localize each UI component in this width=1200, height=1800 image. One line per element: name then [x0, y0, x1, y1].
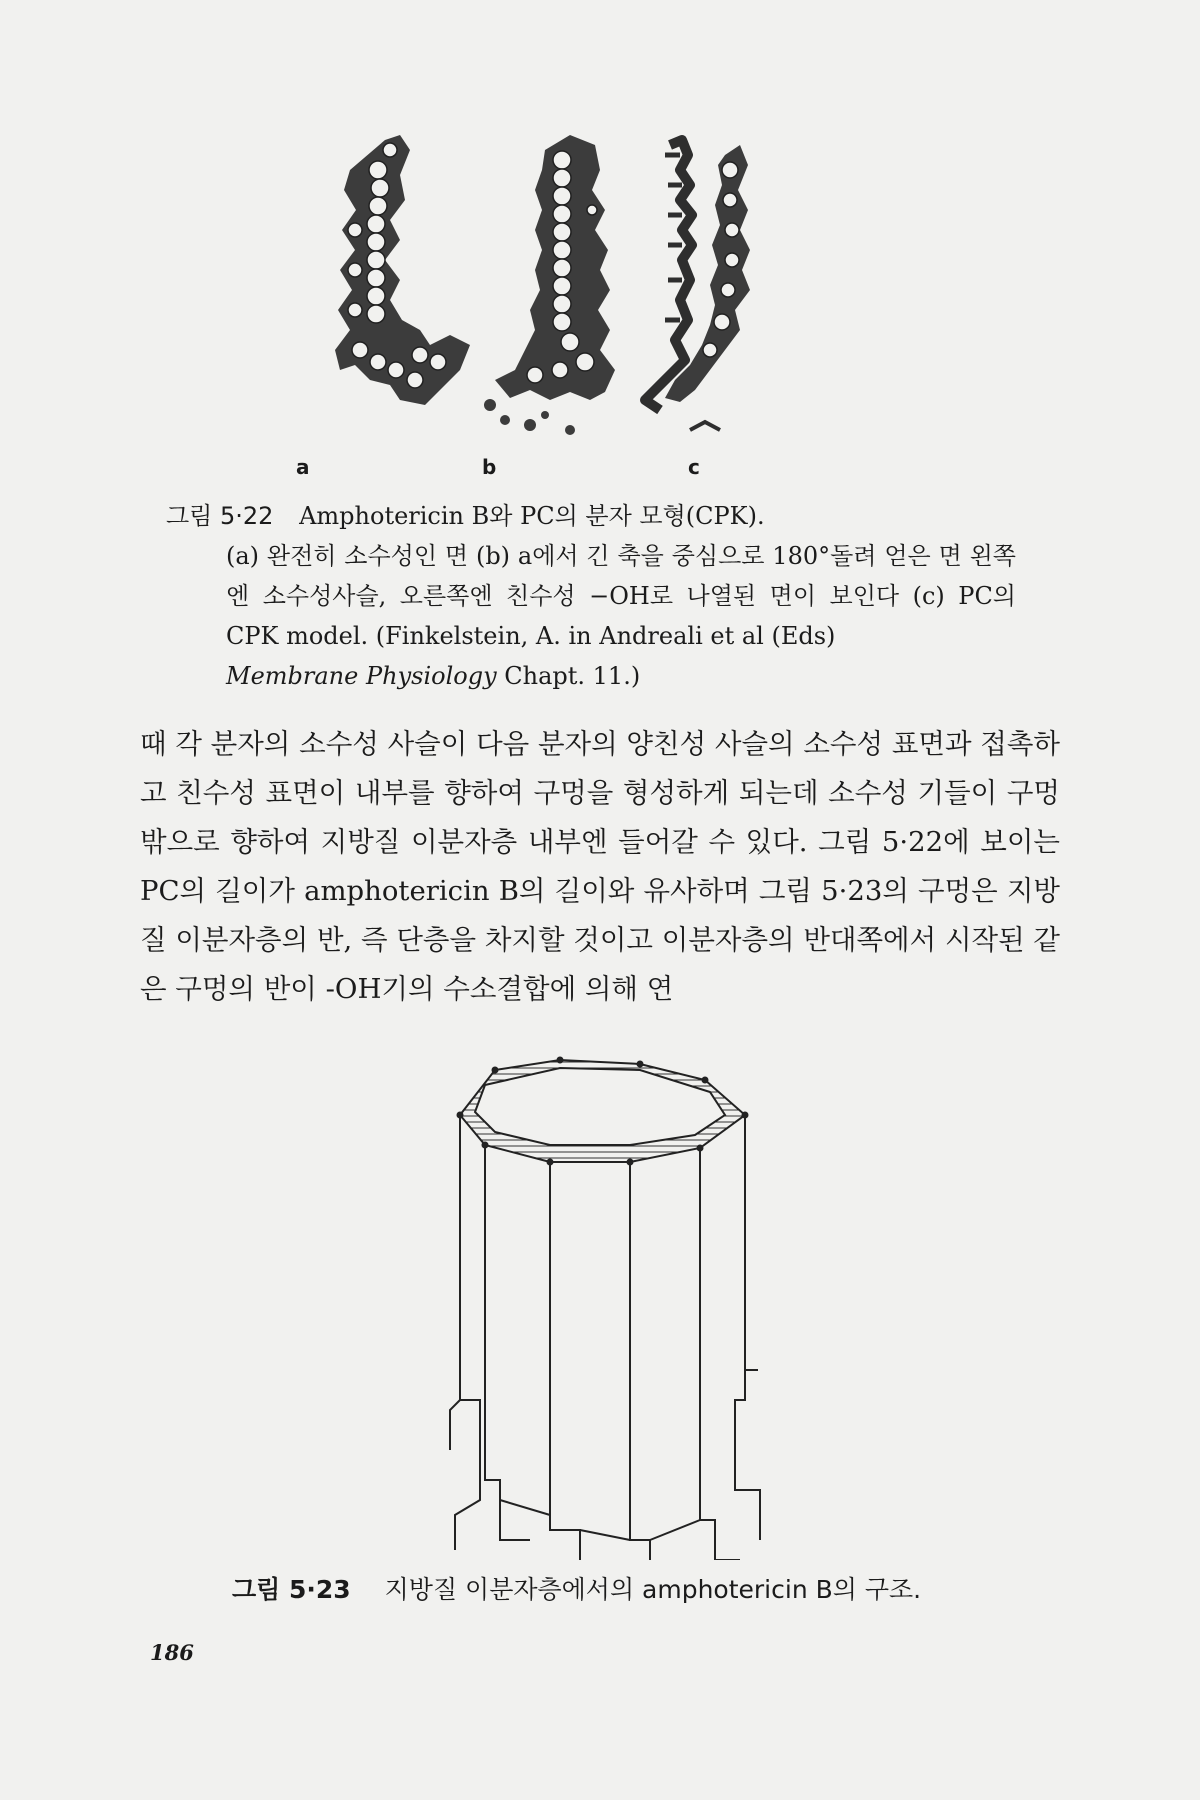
figure-5-23-caption: [232, 1570, 1012, 1606]
figure-5-22-source-chapter: Chapt. 11.): [504, 662, 641, 690]
panel-label-b: b: [482, 455, 497, 479]
figure-5-22-label: 그림 5·22: [166, 502, 274, 530]
body-paragraph: 때 각 분자의 소수성 사슬이 다음 분자의 양친성 사슬의 소수성 표면과 접촉하고 친수성 표면이 내부를 향하여 구멍을 형성하게 되는데 소수성 기들이 구멍 밖으로 향하여 지방질 이분자층 내부엔 들어갈 수 있다. 그림 5·22에 보이는 PC의 길이가 amphotericin B의 길이와 유사하며 그림 5·23의 구멍은 지방질 이분자층의 반, 즉 단층을 차지할 것이고 이분자층의 반대쪽에서 시작된 같은 구멍의 반이 -OH기의 수소결합에 의해 연: [140, 728, 1060, 1005]
figure-5-22-caption: [166, 496, 1016, 696]
model-a-image: [335, 135, 470, 405]
model-b-image: [484, 135, 615, 435]
panel-label-c: c: [688, 455, 700, 479]
model-c-image: [645, 140, 750, 430]
page-number: 186: [150, 1640, 194, 1665]
figure-5-22-body: (a) 완전히 소수성인 면 (b) a에서 긴 축을 중심으로 180°돌려 얻은 면 왼쪽엔 소수성사슬, 오른쪽엔 친수성 −OH로 나열된 면이 보인다 (c) PC의 CPK model. (Finkelstein, A. in Andreali et al (Eds): [226, 542, 1016, 650]
pore-structure-figure: [440, 1050, 770, 1560]
cpk-model-figure: [330, 130, 850, 465]
figure-5-23-label: 그림 5·23: [232, 1575, 351, 1604]
figure-5-22-title: Amphotericin B와 PC의 분자 모형(CPK).: [299, 502, 765, 530]
panel-label-a: a: [296, 455, 310, 479]
figure-5-22-source-italic: Membrane Physiology: [226, 662, 497, 690]
figure-5-23-text: 지방질 이분자층에서의 amphotericin B의 구조.: [384, 1575, 922, 1604]
